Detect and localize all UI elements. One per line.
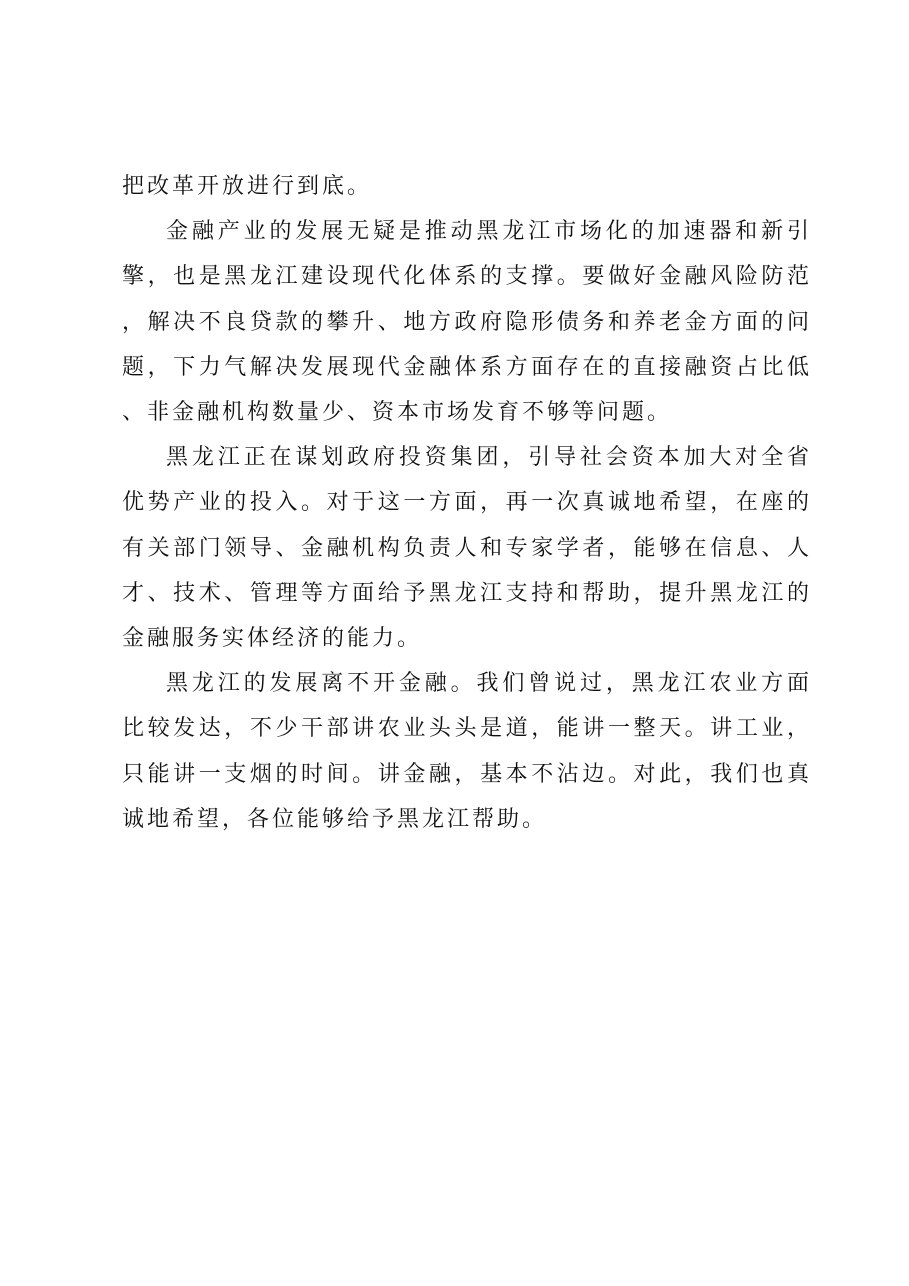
paragraph-government-investment: 黑龙江正在谋划政府投资集团，引导社会资本加大对全省优势产业的投入。对于这一方面，再一次真诚地希望，在座的有关部门领导、金融机构负责人和专家学者，能够在信息、人才、技术、管理等方面给予黑龙江支持和帮助，提升黑龙江的金融服务实体经济的能力。 [122, 445, 812, 652]
paragraph-development-finance: 黑龙江的发展离不开金融。我们曾说过，黑龙江农业方面比较发达，不少干部讲农业头头是道，能讲一整天。讲工业，只能讲一支烟的时间。讲金融，基本不沾边。对此，我们也真诚地希望，各位能够给予黑龙江帮助。 [122, 671, 812, 832]
paragraph-finance-industry: 金融产业的发展无疑是推动黑龙江市场化的加速器和新引擎，也是黑龙江建设现代化体系的支撑。要做好金融风险防范，解决不良贷款的攀升、地方政府隐形债务和养老金方面的问题，下力气解决发展现代金融体系方面存在的直接融资占比低、非金融机构数量少、资本市场发育不够等问题。 [122, 219, 812, 426]
document-body [122, 164, 812, 842]
paragraph-continuation: 把改革开放进行到底。 [122, 174, 373, 199]
